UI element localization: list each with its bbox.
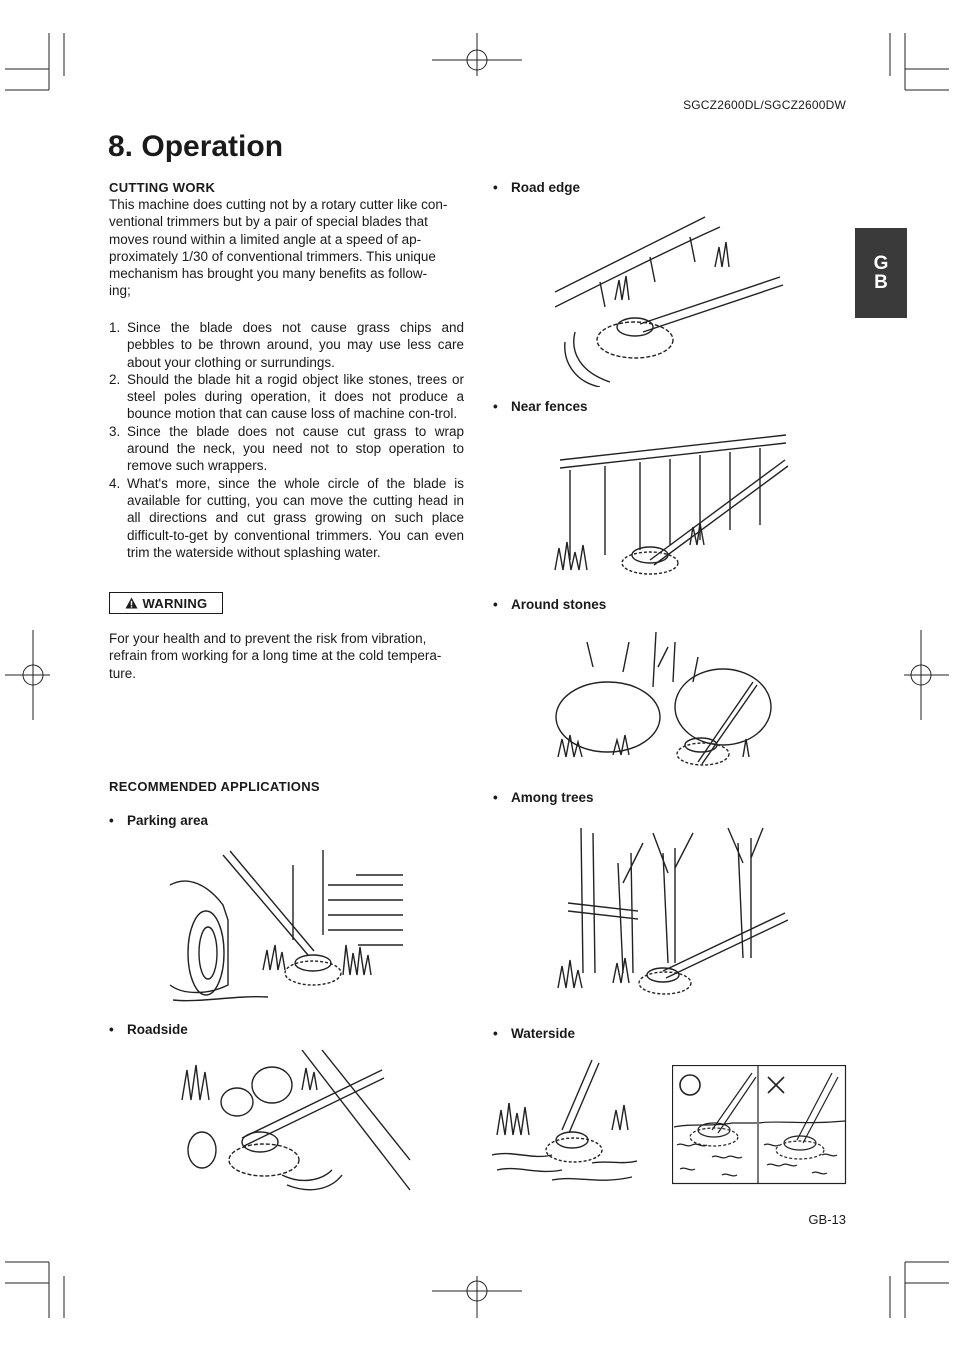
- model-number: SGCZ2600DL/SGCZ2600DW: [683, 98, 846, 112]
- language-tab-line1: G: [873, 253, 889, 274]
- near-fences-illustration: [550, 430, 790, 580]
- warning-label: WARNING: [142, 595, 208, 611]
- intro-line: ing;: [109, 283, 131, 299]
- list-item: [109, 319, 464, 371]
- parking-area-illustration: [168, 845, 403, 1010]
- item-text: Should the blade hit a rogid object like stones, trees or steel poles during operation, it does not produce a bounce motion that can cause loss of machine con-trol.: [127, 371, 464, 422]
- application-parking-area: [109, 813, 208, 828]
- item-text: Since the blade does not cause grass chips and pebbles to be thrown around, you may use less care about your clothing or surrundings.: [127, 320, 464, 370]
- application-among-trees: [493, 790, 594, 805]
- page-title: 8. Operation: [108, 130, 284, 163]
- waterside-comparison-panel: [672, 1065, 847, 1185]
- cutting-work-heading: CUTTING WORK: [109, 180, 216, 195]
- bullet: •: [109, 813, 114, 828]
- application-waterside: [493, 1026, 575, 1041]
- intro-line: ventional trimmers but by a pair of special blades that: [109, 214, 428, 230]
- application-label: Road edge: [511, 180, 581, 195]
- item-number: 1.: [109, 320, 121, 335]
- application-around-stones: [493, 597, 606, 612]
- bullet: •: [109, 1022, 114, 1037]
- application-road-edge: [493, 180, 580, 195]
- recommended-heading: RECOMMENDED APPLICATIONS: [109, 779, 320, 794]
- list-item: [109, 371, 464, 423]
- item-number: 2.: [109, 371, 121, 387]
- language-tab: [855, 228, 907, 318]
- application-roadside: [109, 1022, 188, 1037]
- warning-icon: [125, 597, 138, 609]
- bullet: •: [493, 1026, 498, 1041]
- among-trees-illustration: [553, 823, 788, 998]
- application-label: Among trees: [511, 790, 594, 805]
- warning-label-box: [109, 592, 223, 614]
- warning-line: ture.: [109, 665, 137, 681]
- road-edge-illustration: [555, 212, 785, 387]
- waterside-illustration: [492, 1055, 637, 1190]
- cutting-work-intro: [109, 196, 464, 300]
- application-label: Around stones: [511, 597, 607, 612]
- application-label: Roadside: [127, 1022, 188, 1037]
- benefits-list: [109, 319, 464, 561]
- list-item: [109, 423, 464, 475]
- application-near-fences: [493, 399, 588, 414]
- wrong-icon: [768, 1077, 784, 1093]
- language-tab-line2: B: [874, 272, 888, 293]
- warning-line: refrain from working for a long time at the cold tempera-: [109, 648, 442, 664]
- correct-icon: [680, 1075, 700, 1095]
- warning-line: For your health and to prevent the risk from vibration,: [109, 631, 427, 646]
- application-label: Parking area: [127, 813, 209, 828]
- bullet: •: [493, 180, 498, 195]
- roadside-illustration: [172, 1050, 412, 1205]
- item-text: What's more, since the whole circle of the blade is available for cutting, you can move the cutting head in all directions and cut grass growing on such place difficult-to-get by conventional trimmers. You can even trim the waterside without splashing water.: [127, 475, 464, 560]
- intro-line: moves round within a limited angle at a speed of ap-: [109, 231, 422, 247]
- around-stones-illustration: [553, 627, 778, 772]
- intro-line: mechanism has brought you many benefits as follow-: [109, 266, 428, 282]
- page-number: GB-13: [808, 1212, 846, 1227]
- bullet: •: [493, 399, 498, 414]
- item-number: 3.: [109, 423, 121, 439]
- bullet: •: [493, 597, 498, 612]
- item-text: Since the blade does not cause cut grass to wrap around the neck, you need not to stop operation to remove such wrappers.: [127, 423, 464, 474]
- application-label: Near fences: [511, 399, 588, 414]
- bullet: •: [493, 790, 498, 805]
- item-number: 4.: [109, 475, 121, 491]
- intro-line: proximately 1/30 of conventional trimmers. This unique: [109, 248, 436, 264]
- intro-line: This machine does cutting not by a rotary cutter like con-: [109, 197, 448, 212]
- application-label: Waterside: [511, 1026, 576, 1041]
- list-item: [109, 475, 464, 561]
- warning-text: [109, 630, 469, 682]
